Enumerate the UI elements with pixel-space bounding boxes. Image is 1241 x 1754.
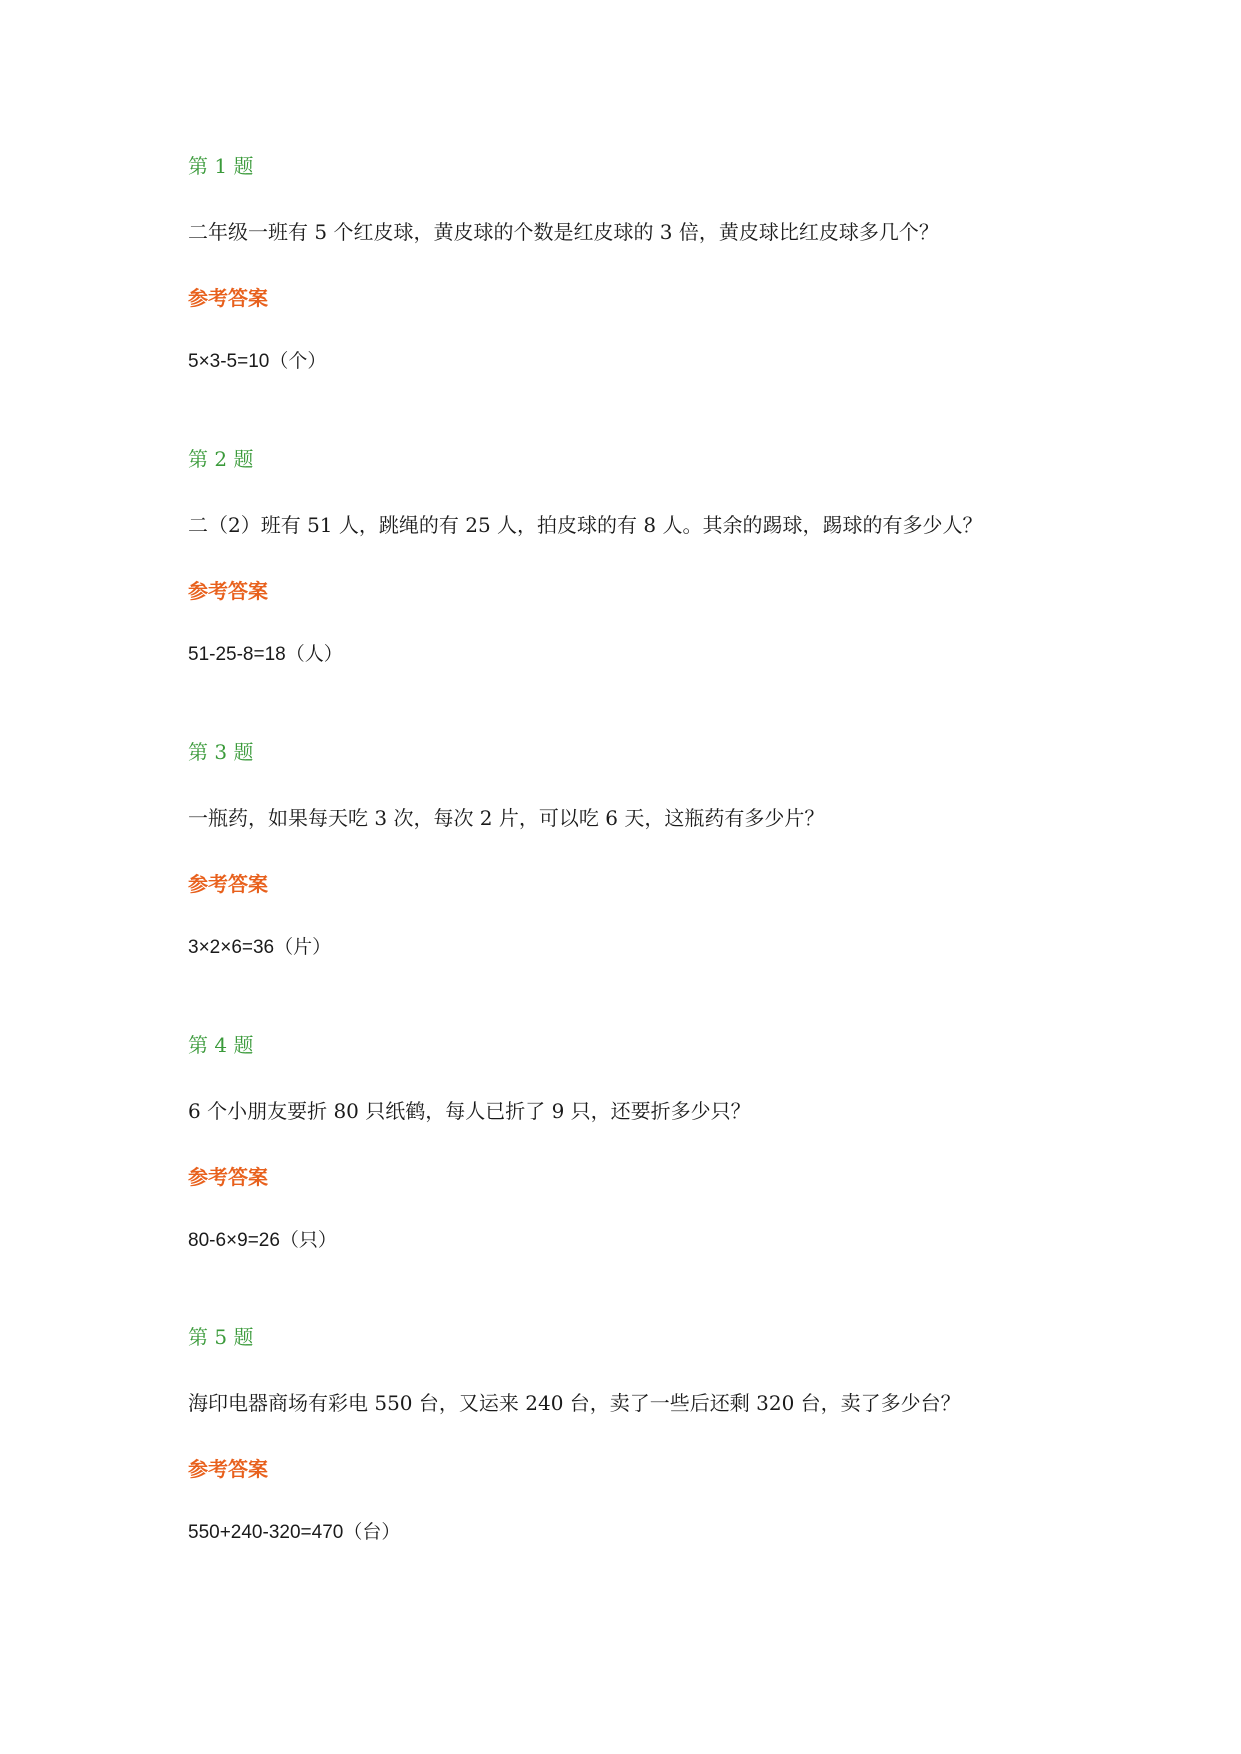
question-number: 第 5 题 bbox=[188, 1325, 254, 1349]
question-number: 第 4 题 bbox=[188, 1033, 254, 1057]
answer-label: 参考答案 bbox=[188, 579, 268, 603]
question-number: 第 2 题 bbox=[188, 447, 254, 471]
question-number: 第 1 题 bbox=[188, 154, 254, 178]
answer-text: 51-25-8=18（人） bbox=[188, 644, 343, 665]
question-text: 6 个小朋友要折 80 只纸鹤，每人已折了 9 只，还要折多少只？ bbox=[188, 1099, 751, 1123]
answer-text: 550+240-320=470（台） bbox=[188, 1522, 401, 1543]
question-text: 二（2）班有 51 人，跳绳的有 25 人，拍皮球的有 8 人。其余的踢球，踢球的有多少人？ bbox=[188, 513, 983, 537]
answer-text: 5×3-5=10（个） bbox=[188, 351, 327, 372]
answer-text: 80-6×9=26（只） bbox=[188, 1230, 337, 1251]
answer-label: 参考答案 bbox=[188, 1165, 268, 1189]
answer-text: 3×2×6=36（片） bbox=[188, 937, 332, 958]
question-text: 一瓶药，如果每天吃 3 次，每次 2 片，可以吃 6 天，这瓶药有多少片？ bbox=[188, 806, 825, 830]
answer-label: 参考答案 bbox=[188, 1457, 268, 1481]
answer-label: 参考答案 bbox=[188, 872, 268, 896]
answer-label: 参考答案 bbox=[188, 286, 268, 310]
question-text: 海印电器商场有彩电 550 台，又运来 240 台，卖了一些后还剩 320 台，卖了多少台？ bbox=[188, 1391, 961, 1415]
question-text: 二年级一班有 5 个红皮球，黄皮球的个数是红皮球的 3 倍，黄皮球比红皮球多几个？ bbox=[188, 220, 939, 244]
question-number: 第 3 题 bbox=[188, 740, 254, 764]
